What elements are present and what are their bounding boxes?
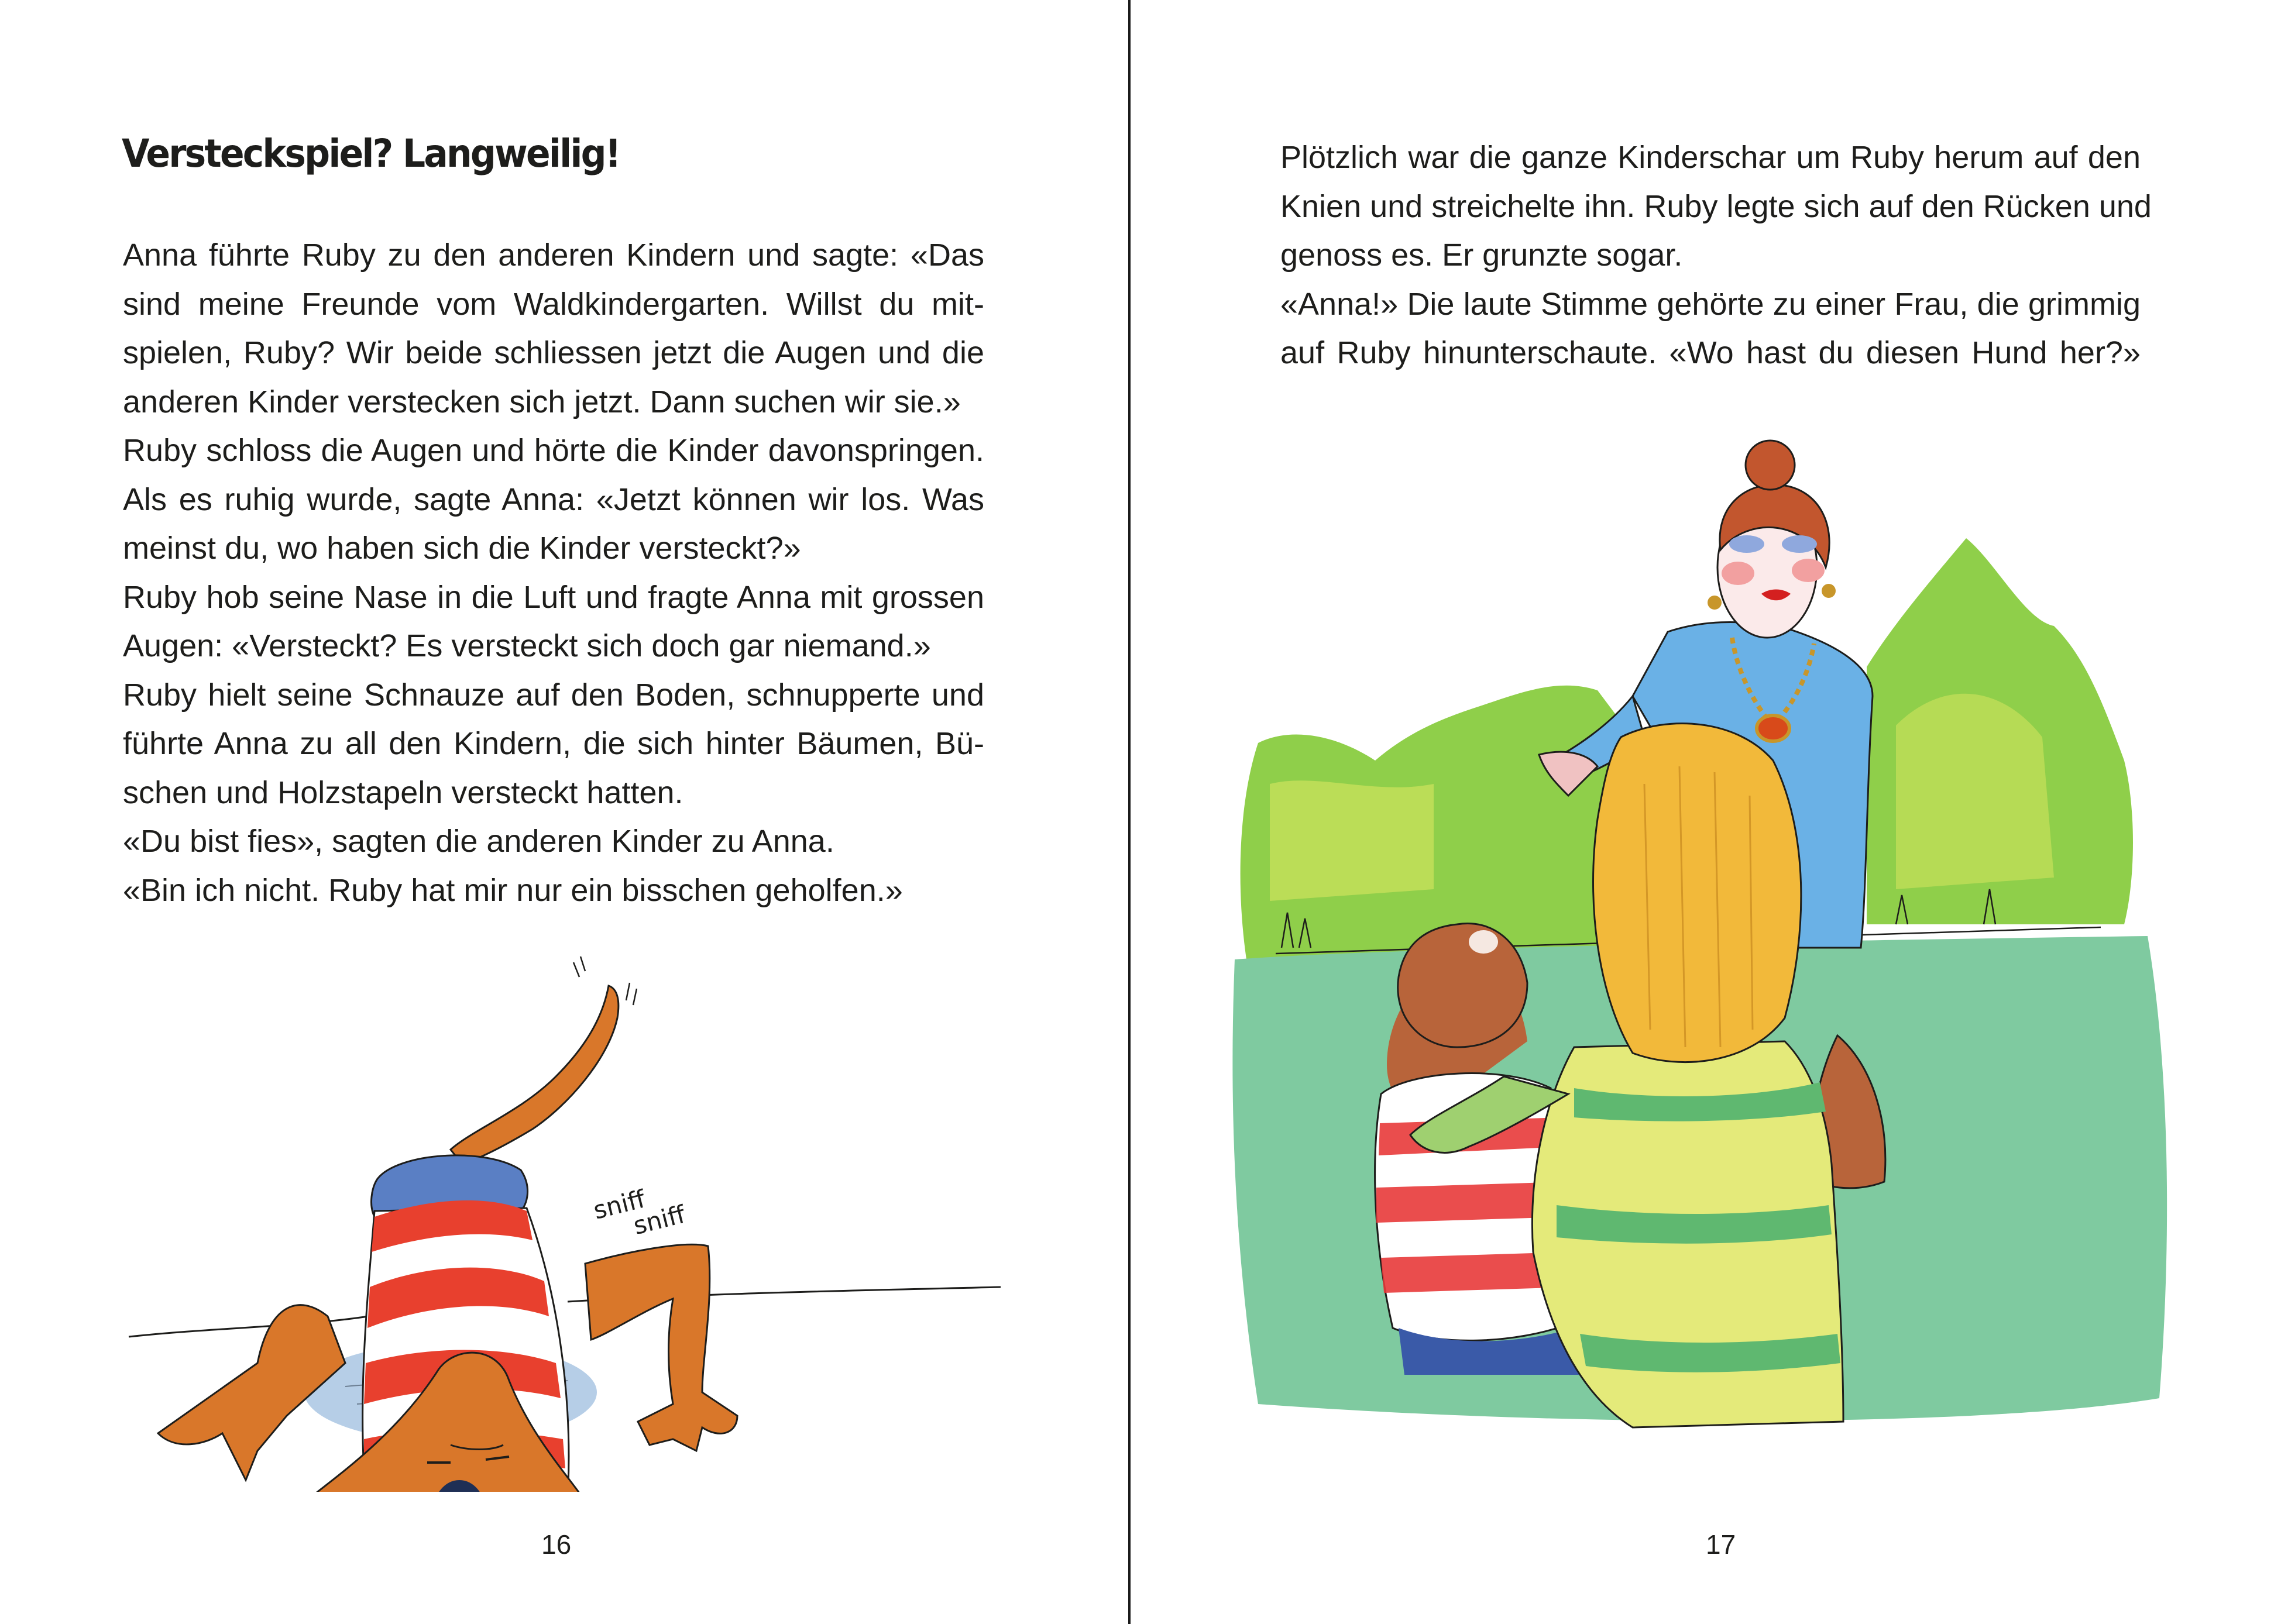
text-line: spielen, Ruby? Wir beide schliessen jetzt die Augen und die [123, 335, 984, 370]
text-line: führte Anna zu all den Kindern, die sich hinter Bäumen, Bü- [123, 726, 984, 761]
page-number-right: 17 [1706, 1529, 1736, 1560]
text-line: Augen: «Versteckt? Es versteckt sich doch gar niemand.» [123, 628, 931, 663]
text-line: genoss es. Er grunzte sogar. [1280, 238, 1683, 273]
text-line: schen und Holzstapeln versteckt hatten. [123, 775, 683, 810]
text-line: sind meine Freunde vom Waldkindergarten. Willst du mit- [123, 286, 984, 322]
dog-sniffing-illustration [123, 936, 1047, 1492]
text-line: Anna führte Ruby zu den anderen Kindern und sagte: «Das [123, 238, 984, 273]
left-page-body-text [123, 231, 984, 915]
page-number-left: 16 [541, 1529, 572, 1560]
text-line: «Bin ich nicht. Ruby hat mir nur ein bisschen geholfen.» [123, 872, 903, 908]
woman-and-children-illustration [1223, 433, 2183, 1515]
text-line: Plötzlich war die ganze Kinderschar um Ruby herum auf den [1280, 140, 2141, 175]
text-line: Als es ruhig wurde, sagte Anna: «Jetzt können wir los. Was [123, 481, 984, 517]
text-line: Ruby schloss die Augen und hörte die Kinder davonspringen. [123, 433, 984, 468]
text-line: auf Ruby hinunterschaute. «Wo hast du diesen Hund her?» [1280, 335, 2141, 370]
text-line: Ruby hob seine Nase in die Luft und fragte Anna mit grossen [123, 579, 984, 615]
text-line: meinst du, wo haben sich die Kinder versteckt?» [123, 531, 801, 566]
text-line: «Anna!» Die laute Stimme gehörte zu einer Frau, die grimmig [1280, 286, 2141, 322]
left-page [0, 0, 1128, 1624]
right-page-body-text [1280, 133, 2152, 378]
text-line: «Du bist fies», sagten die anderen Kinder zu Anna. [123, 824, 834, 859]
dog-illustration-art [123, 936, 1047, 1492]
sniff-sound-label: sniff sniff [590, 1184, 688, 1240]
text-line: Knien und streichelte ihn. Ruby legte sich auf den Rücken und [1280, 188, 2152, 224]
right-page [1131, 0, 2281, 1624]
text-line: Ruby hielt seine Schnauze auf den Boden, schnupperte und [123, 677, 984, 713]
text-line: anderen Kinder verstecken sich jetzt. Dann suchen wir sie.» [123, 384, 961, 419]
chapter-heading: Versteckspiel? Langweilig! [122, 131, 620, 176]
park-illustration-art [1223, 433, 2183, 1515]
